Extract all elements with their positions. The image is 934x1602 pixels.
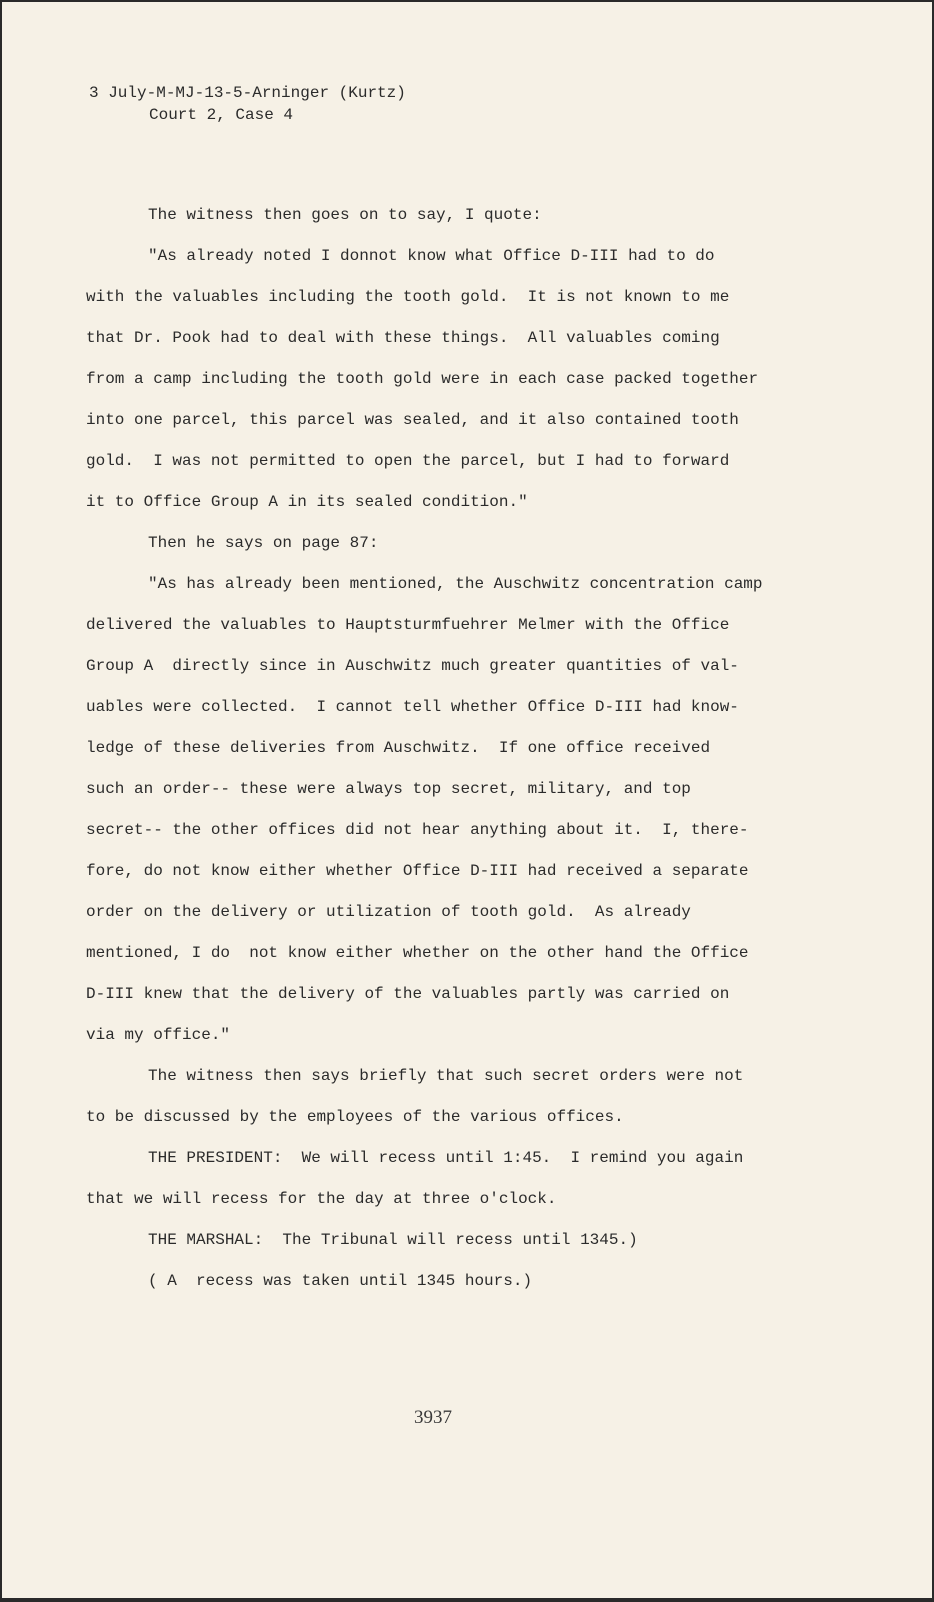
header-court-line: Court 2, Case 4: [149, 106, 294, 124]
transcript-line: gold. I was not permitted to open the parcel, but I had to forward: [86, 452, 730, 470]
transcript-line: mentioned, I do not know either whether on the other hand the Office: [86, 944, 749, 962]
transcript-line: ledge of these deliveries from Auschwitz. If one office received: [86, 739, 711, 757]
transcript-line: that we will recess for the day at three o'clock.: [86, 1190, 557, 1208]
transcript-body: [86, 195, 816, 1302]
transcript-line: Group A directly since in Auschwitz much greater quantities of val-: [86, 657, 739, 675]
transcript-line: order on the delivery or utilization of tooth gold. As already: [86, 903, 691, 921]
transcript-line: it to Office Group A in its sealed condition.": [86, 493, 528, 511]
transcript-line: with the valuables including the tooth gold. It is not known to me: [86, 288, 730, 306]
transcript-line: delivered the valuables to Hauptsturmfuehrer Melmer with the Office: [86, 616, 730, 634]
transcript-line: The witness then says briefly that such secret orders were not: [148, 1067, 744, 1085]
transcript-line: via my office.": [86, 1026, 231, 1044]
transcript-line: such an order-- these were always top secret, military, and top: [86, 780, 691, 798]
transcript-line: secret-- the other offices did not hear anything about it. I, there-: [86, 821, 749, 839]
transcript-line: THE PRESIDENT: We will recess until 1:45. I remind you again: [148, 1149, 744, 1167]
page-number: 3937: [414, 1407, 452, 1428]
document-header: [89, 82, 406, 126]
transcript-line: from a camp including the tooth gold were in each case packed together: [86, 370, 759, 388]
transcript-line: D-III knew that the delivery of the valuables partly was carried on: [86, 985, 730, 1003]
transcript-line: into one parcel, this parcel was sealed, and it also contained tooth: [86, 411, 739, 429]
transcript-line: "As has already been mentioned, the Auschwitz concentration camp: [148, 575, 763, 593]
transcript-line: THE MARSHAL: The Tribunal will recess until 1345.): [148, 1231, 638, 1249]
transcript-line: uables were collected. I cannot tell whether Office D-III had know-: [86, 698, 739, 716]
transcript-line: ( A recess was taken until 1345 hours.): [148, 1272, 533, 1290]
transcript-line: fore, do not know either whether Office D-III had received a separate: [86, 862, 749, 880]
transcript-line: Then he says on page 87:: [148, 534, 379, 552]
transcript-line: to be discussed by the employees of the various offices.: [86, 1108, 624, 1126]
transcript-line: that Dr. Pook had to deal with these things. All valuables coming: [86, 329, 720, 347]
transcript-line: The witness then goes on to say, I quote:: [148, 206, 542, 224]
header-case-line: 3 July-M-MJ-13-5-Arninger (Kurtz): [89, 84, 406, 102]
transcript-line: "As already noted I donnot know what Office D-III had to do: [148, 247, 715, 265]
document-page: [2, 2, 932, 1598]
